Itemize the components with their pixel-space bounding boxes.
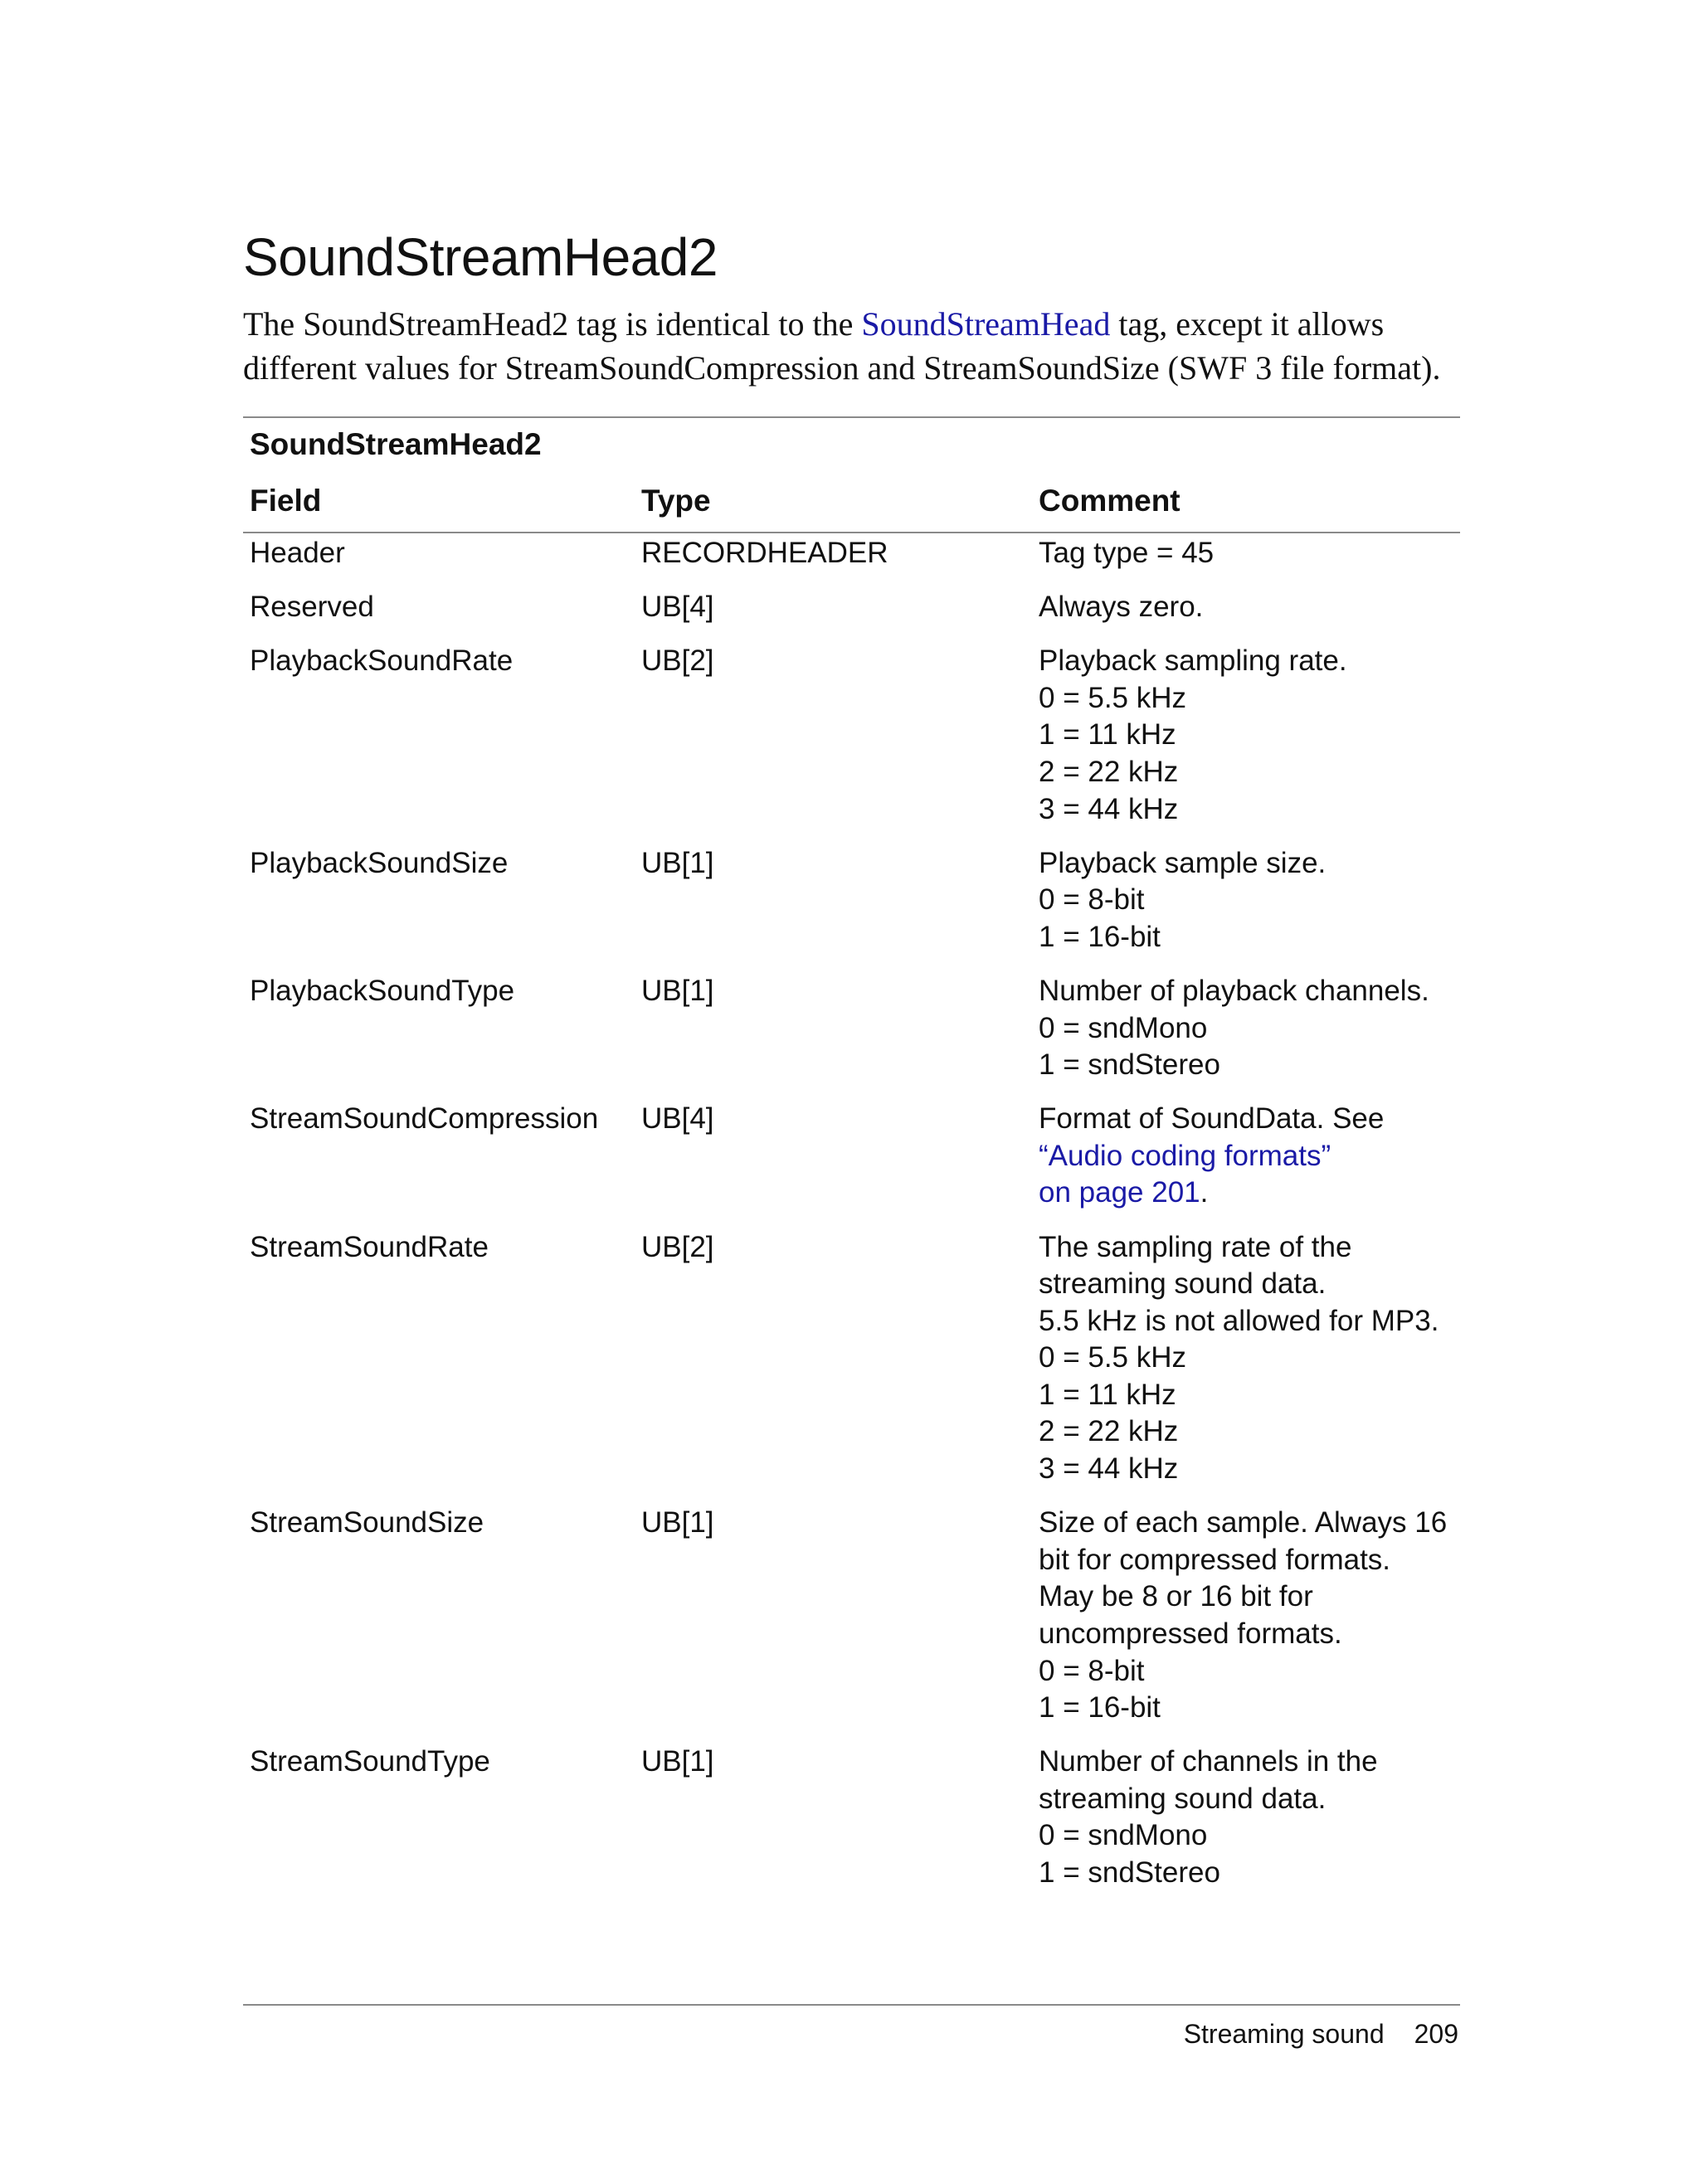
- field-cell: Header: [250, 537, 345, 569]
- footer-section-title: Streaming sound: [1183, 2019, 1385, 2049]
- comment-cell: [1032, 845, 1460, 956]
- comment-line: Playback sampling rate.: [1039, 644, 1347, 678]
- comment-cell: [1032, 589, 1460, 626]
- audio-coding-formats-link[interactable]: “Audio coding formats”: [1039, 1139, 1331, 1172]
- page-title: SoundStreamHead2: [243, 227, 718, 287]
- field-cell: Reserved: [250, 591, 374, 624]
- intro-text-after: tag, except it allows different values for StreamSoundCompression and StreamSoundSize (SWF 3 file format).: [243, 305, 1441, 387]
- comment-line: uncompressed formats.: [1039, 1617, 1342, 1650]
- comment-line: 0 = 8-bit: [1039, 1654, 1145, 1687]
- comment-cell: [1032, 1505, 1460, 1727]
- table-row: [243, 589, 1460, 626]
- table-row: [243, 1229, 1460, 1488]
- type-cell: UB[4]: [641, 1102, 714, 1136]
- type-cell: UB[4]: [641, 591, 714, 624]
- table-body: [243, 535, 1460, 1892]
- comment-line: The sampling rate of the: [1039, 1230, 1352, 1263]
- table-row: [243, 1505, 1460, 1727]
- header-field: Field: [250, 484, 322, 518]
- comment-cell: [1032, 1744, 1460, 1891]
- comment-line: Size of each sample. Always 16: [1039, 1506, 1448, 1540]
- comment-line: Always zero.: [1039, 591, 1204, 624]
- comment-line: bit for compressed formats.: [1039, 1543, 1391, 1576]
- soundstreamhead-link[interactable]: SoundStreamHead: [861, 305, 1111, 343]
- table-row: [243, 643, 1460, 828]
- field-cell: PlaybackSoundType: [250, 974, 515, 1007]
- field-cell: PlaybackSoundRate: [250, 644, 514, 678]
- type-cell: UB[1]: [641, 1745, 714, 1778]
- comment-cell: [1032, 973, 1460, 1084]
- field-cell: StreamSoundType: [250, 1745, 490, 1778]
- field-cell: StreamSoundCompression: [250, 1102, 599, 1136]
- comment-line: 2 = 22 kHz: [1039, 1415, 1179, 1448]
- comment-line: 0 = sndMono: [1039, 1819, 1208, 1852]
- type-cell: UB[2]: [641, 644, 714, 678]
- comment-line: 0 = 5.5 kHz: [1039, 1341, 1187, 1374]
- type-cell: RECORDHEADER: [641, 537, 888, 569]
- comment-line: Number of playback channels.: [1039, 974, 1429, 1007]
- comment-cell: [1032, 1101, 1460, 1212]
- comment-cell: [1032, 643, 1460, 828]
- comment-line: 1 = sndStereo: [1039, 1856, 1220, 1889]
- comment-line: 2 = 22 kHz: [1039, 755, 1179, 788]
- comment-line: Number of channels in the: [1039, 1745, 1378, 1778]
- comment-cell: [1032, 535, 1460, 572]
- comment-line: [1039, 1175, 1460, 1212]
- type-cell: UB[2]: [641, 1230, 714, 1263]
- comment-line: 0 = 5.5 kHz: [1039, 681, 1187, 714]
- comment-line: 1 = 11 kHz: [1039, 718, 1176, 752]
- table-top-rule: [243, 416, 1460, 418]
- comment-line: 1 = 16-bit: [1039, 920, 1161, 953]
- comment-period: .: [1200, 1176, 1209, 1209]
- header-comment: Comment: [1039, 484, 1181, 518]
- page-number: 209: [1414, 2019, 1458, 2049]
- comment-line: 1 = 11 kHz: [1039, 1378, 1176, 1411]
- comment-line: Playback sample size.: [1039, 846, 1327, 879]
- comment-line: Format of SoundData. See: [1039, 1102, 1385, 1136]
- page-reference-link[interactable]: on page 201: [1039, 1176, 1200, 1209]
- comment-line: 1 = sndStereo: [1039, 1048, 1220, 1082]
- table-row: [243, 1101, 1460, 1212]
- table-row: [243, 973, 1460, 1084]
- comment-line: May be 8 or 16 bit for: [1039, 1580, 1313, 1613]
- field-cell: StreamSoundSize: [250, 1506, 484, 1540]
- header-type: Type: [641, 484, 711, 518]
- comment-line: 3 = 44 kHz: [1039, 792, 1179, 825]
- type-cell: UB[1]: [641, 846, 714, 879]
- table-caption: SoundStreamHead2: [250, 427, 542, 461]
- footer-rule: [243, 2004, 1460, 2006]
- comment-line: Tag type = 45: [1039, 537, 1215, 569]
- type-cell: UB[1]: [641, 974, 714, 1007]
- intro-text-before: The SoundStreamHead2 tag is identical to the: [243, 305, 862, 343]
- comment-cell: [1032, 1229, 1460, 1488]
- field-cell: StreamSoundRate: [250, 1230, 489, 1263]
- comment-line: 0 = 8-bit: [1039, 883, 1145, 917]
- field-cell: PlaybackSoundSize: [250, 846, 509, 879]
- comment-line: 3 = 44 kHz: [1039, 1452, 1179, 1486]
- table-header-rule: [243, 532, 1460, 533]
- comment-line: 1 = 16-bit: [1039, 1691, 1161, 1724]
- table-row: [243, 845, 1460, 956]
- type-cell: UB[1]: [641, 1506, 714, 1540]
- comment-line: streaming sound data.: [1039, 1267, 1327, 1301]
- table-row: [243, 535, 1460, 572]
- comment-line: 5.5 kHz is not allowed for MP3.: [1039, 1304, 1439, 1337]
- comment-line: 0 = sndMono: [1039, 1011, 1208, 1044]
- comment-line: streaming sound data.: [1039, 1782, 1327, 1815]
- table-row: [243, 1744, 1460, 1891]
- intro-paragraph: [243, 302, 1454, 390]
- page-footer: [1184, 2016, 1458, 2052]
